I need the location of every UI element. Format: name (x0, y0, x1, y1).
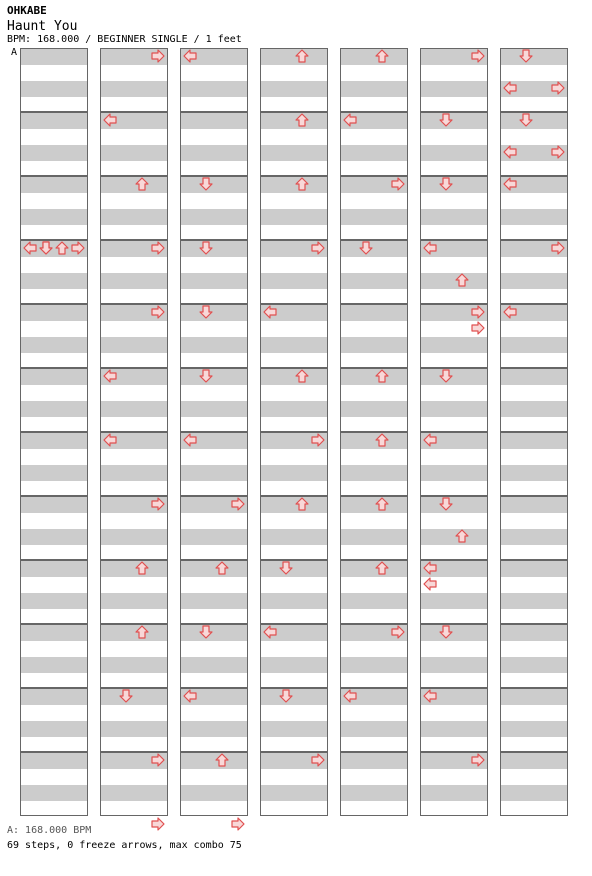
measure-box (180, 112, 248, 176)
down-arrow-icon (279, 561, 293, 575)
song-artist: OHKABE (7, 4, 47, 17)
left-arrow-icon (423, 433, 437, 447)
measure-box (500, 752, 568, 816)
left-arrow-icon (103, 113, 117, 127)
right-arrow-icon (471, 753, 485, 767)
measure-box (260, 496, 328, 560)
measure-box (20, 48, 88, 112)
measure-box (260, 48, 328, 112)
up-arrow-icon (295, 49, 309, 63)
left-arrow-icon (423, 241, 437, 255)
measure-box (420, 176, 488, 240)
right-arrow-icon (311, 241, 325, 255)
measure-box (20, 496, 88, 560)
right-arrow-icon (151, 241, 165, 255)
down-arrow-icon (519, 113, 533, 127)
down-arrow-icon (439, 113, 453, 127)
right-arrow-icon (151, 305, 165, 319)
measure-box (340, 304, 408, 368)
down-arrow-icon (39, 241, 53, 255)
chart-column (340, 48, 408, 816)
left-arrow-icon (343, 113, 357, 127)
up-arrow-icon (375, 369, 389, 383)
measure-box (260, 176, 328, 240)
right-arrow-icon (151, 817, 165, 831)
right-arrow-icon (151, 753, 165, 767)
measure-box (20, 176, 88, 240)
left-arrow-icon (23, 241, 37, 255)
measure-box (100, 624, 168, 688)
chart-column (500, 48, 568, 816)
left-arrow-icon (423, 689, 437, 703)
up-arrow-icon (375, 561, 389, 575)
measure-box (180, 624, 248, 688)
chart-info: BPM: 168.000 / BEGINNER SINGLE / 1 feet (7, 34, 242, 45)
down-arrow-icon (199, 305, 213, 319)
right-arrow-icon (311, 753, 325, 767)
song-title: Haunt You (7, 19, 78, 34)
measure-box (500, 688, 568, 752)
bpm-marker: A (11, 47, 18, 58)
measure-box (20, 560, 88, 624)
down-arrow-icon (439, 177, 453, 191)
footer-bpm: A: 168.000 BPM (7, 825, 92, 836)
measure-box (180, 304, 248, 368)
down-arrow-icon (199, 177, 213, 191)
measure-box (500, 496, 568, 560)
up-arrow-icon (295, 497, 309, 511)
left-arrow-icon (183, 689, 197, 703)
measure-box (340, 240, 408, 304)
left-arrow-icon (503, 145, 517, 159)
right-arrow-icon (151, 497, 165, 511)
measure-box (340, 48, 408, 112)
right-arrow-icon (551, 241, 565, 255)
up-arrow-icon (455, 273, 469, 287)
down-arrow-icon (439, 625, 453, 639)
measure-box (20, 688, 88, 752)
right-arrow-icon (471, 321, 485, 335)
measure-box (420, 112, 488, 176)
measure-box (100, 688, 168, 752)
chart-column (20, 48, 88, 816)
measure-box (500, 432, 568, 496)
right-arrow-icon (551, 81, 565, 95)
left-arrow-icon (263, 625, 277, 639)
up-arrow-icon (55, 241, 69, 255)
measure-box (420, 624, 488, 688)
measure-box (500, 48, 568, 112)
measure-box (20, 368, 88, 432)
measure-box (340, 432, 408, 496)
up-arrow-icon (135, 177, 149, 191)
measure-box (180, 752, 248, 816)
right-arrow-icon (391, 625, 405, 639)
left-arrow-icon (423, 561, 437, 575)
measure-box (20, 624, 88, 688)
left-arrow-icon (103, 433, 117, 447)
down-arrow-icon (199, 625, 213, 639)
measure-box (260, 112, 328, 176)
down-arrow-icon (119, 689, 133, 703)
right-arrow-icon (231, 817, 245, 831)
right-arrow-icon (231, 497, 245, 511)
down-arrow-icon (439, 497, 453, 511)
chart-column (100, 48, 168, 816)
down-arrow-icon (279, 689, 293, 703)
down-arrow-icon (439, 369, 453, 383)
measure-box (180, 176, 248, 240)
measure-box (100, 176, 168, 240)
right-arrow-icon (311, 433, 325, 447)
up-arrow-icon (375, 49, 389, 63)
left-arrow-icon (423, 577, 437, 591)
chart-column (260, 48, 328, 816)
measure-box (340, 368, 408, 432)
measure-box (260, 688, 328, 752)
right-arrow-icon (471, 305, 485, 319)
chart-column (420, 48, 488, 816)
right-arrow-icon (471, 49, 485, 63)
left-arrow-icon (183, 49, 197, 63)
up-arrow-icon (455, 529, 469, 543)
right-arrow-icon (391, 177, 405, 191)
left-arrow-icon (503, 305, 517, 319)
up-arrow-icon (215, 753, 229, 767)
measure-box (20, 432, 88, 496)
up-arrow-icon (375, 433, 389, 447)
measure-box (260, 560, 328, 624)
right-arrow-icon (151, 49, 165, 63)
right-arrow-icon (551, 145, 565, 159)
up-arrow-icon (135, 561, 149, 575)
measure-box (500, 112, 568, 176)
up-arrow-icon (375, 497, 389, 511)
measure-box (420, 496, 488, 560)
down-arrow-icon (199, 241, 213, 255)
up-arrow-icon (215, 561, 229, 575)
measure-box (180, 240, 248, 304)
measure-box (500, 560, 568, 624)
measure-box (180, 368, 248, 432)
measure-box (20, 112, 88, 176)
measure-box (500, 624, 568, 688)
right-arrow-icon (71, 241, 85, 255)
measure-box (20, 752, 88, 816)
up-arrow-icon (295, 113, 309, 127)
up-arrow-icon (295, 369, 309, 383)
down-arrow-icon (519, 49, 533, 63)
left-arrow-icon (103, 369, 117, 383)
chart-column (180, 48, 248, 816)
up-arrow-icon (135, 625, 149, 639)
footer-summary: 69 steps, 0 freeze arrows, max combo 75 (7, 840, 242, 851)
measure-box (500, 368, 568, 432)
left-arrow-icon (503, 81, 517, 95)
left-arrow-icon (183, 433, 197, 447)
measure-box (340, 560, 408, 624)
measure-box (340, 496, 408, 560)
down-arrow-icon (199, 369, 213, 383)
down-arrow-icon (359, 241, 373, 255)
measure-box (20, 304, 88, 368)
left-arrow-icon (503, 177, 517, 191)
left-arrow-icon (263, 305, 277, 319)
left-arrow-icon (343, 689, 357, 703)
measure-box (420, 368, 488, 432)
measure-box (180, 560, 248, 624)
measure-box (340, 752, 408, 816)
measure-box (100, 560, 168, 624)
up-arrow-icon (295, 177, 309, 191)
measure-box (260, 368, 328, 432)
